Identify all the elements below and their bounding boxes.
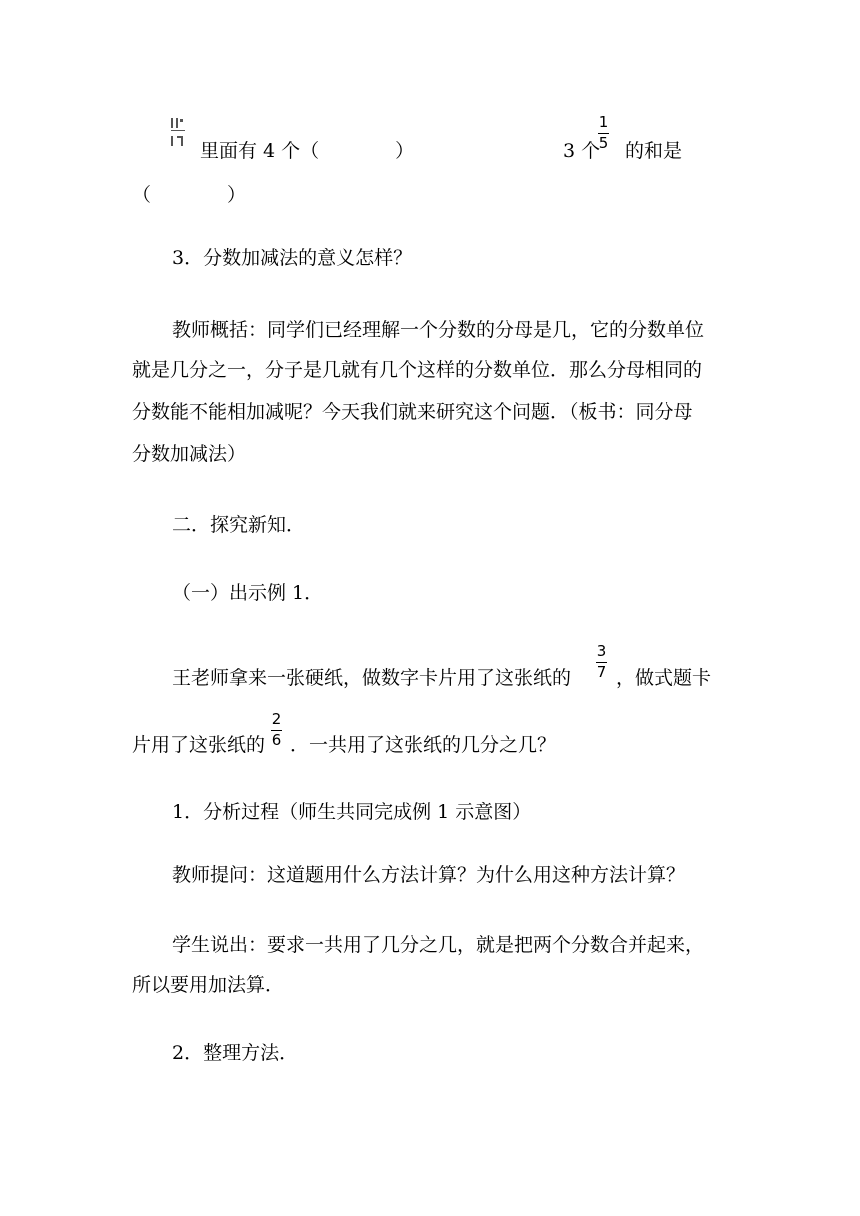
problem-line-1: 王老师拿来一张硬纸，做数字卡片用了这张纸的 [172, 667, 572, 689]
problem-line-2: 片用了这张纸的 [132, 734, 266, 756]
fraction-numerator: 1 [598, 113, 609, 131]
student-answer-line-2: 所以要用加法算． [132, 974, 285, 996]
step-2-heading: 2．整理方法． [172, 1042, 299, 1064]
teacher-question: 教师提问：这道题用什么方法计算？为什么用这种方法计算？ [172, 864, 686, 886]
fraction-one-fifth [598, 114, 609, 152]
problem-line-2-tail: ．一共用了这张纸的几分之几？ [290, 734, 557, 756]
step-1-heading: 1．分析过程（师生共同完成例 1 示意图） [172, 801, 532, 823]
heading-3: 3．分数加减法的意义怎样？ [172, 247, 413, 269]
fraction-denominator: 7 [596, 663, 607, 681]
problem-line-1-tail: ，做式题卡 [616, 667, 712, 689]
summary-line-2: 就是几分之一，分子是几就有几个这样的分数单位．那么分母相同的 [132, 359, 703, 381]
fraction-numerator: 2 [271, 710, 282, 728]
fraction-three-sevenths [596, 643, 607, 681]
fraction-numerator: 3 [596, 642, 607, 660]
summary-line-1: 教师概括：同学们已经理解一个分数的分母是几，它的分数单位 [172, 319, 705, 341]
blank-answer-2: （ ） [132, 184, 247, 206]
example-heading: （一）出示例 1． [172, 582, 324, 604]
fraction-denominator: 6 [271, 731, 282, 749]
fraction-two-sixths [271, 711, 282, 749]
broken-fraction-image [170, 116, 186, 154]
sum-question-suffix: 的和是 [625, 140, 683, 162]
summary-line-3: 分数能不能相加减呢？今天我们就来研究这个问题．（板书：同分母 [132, 401, 693, 423]
blank-question-1: 里面有 4 个（ ） [200, 140, 415, 162]
section-heading: 二．探究新知． [172, 514, 306, 536]
summary-line-4: 分数加减法） [132, 443, 247, 465]
sum-question-prefix: 3 个 [563, 140, 601, 162]
fraction-denominator: 5 [598, 134, 609, 152]
student-answer-line-1: 学生说出：要求一共用了几分之几，就是把两个分数合并起来， [172, 934, 705, 956]
